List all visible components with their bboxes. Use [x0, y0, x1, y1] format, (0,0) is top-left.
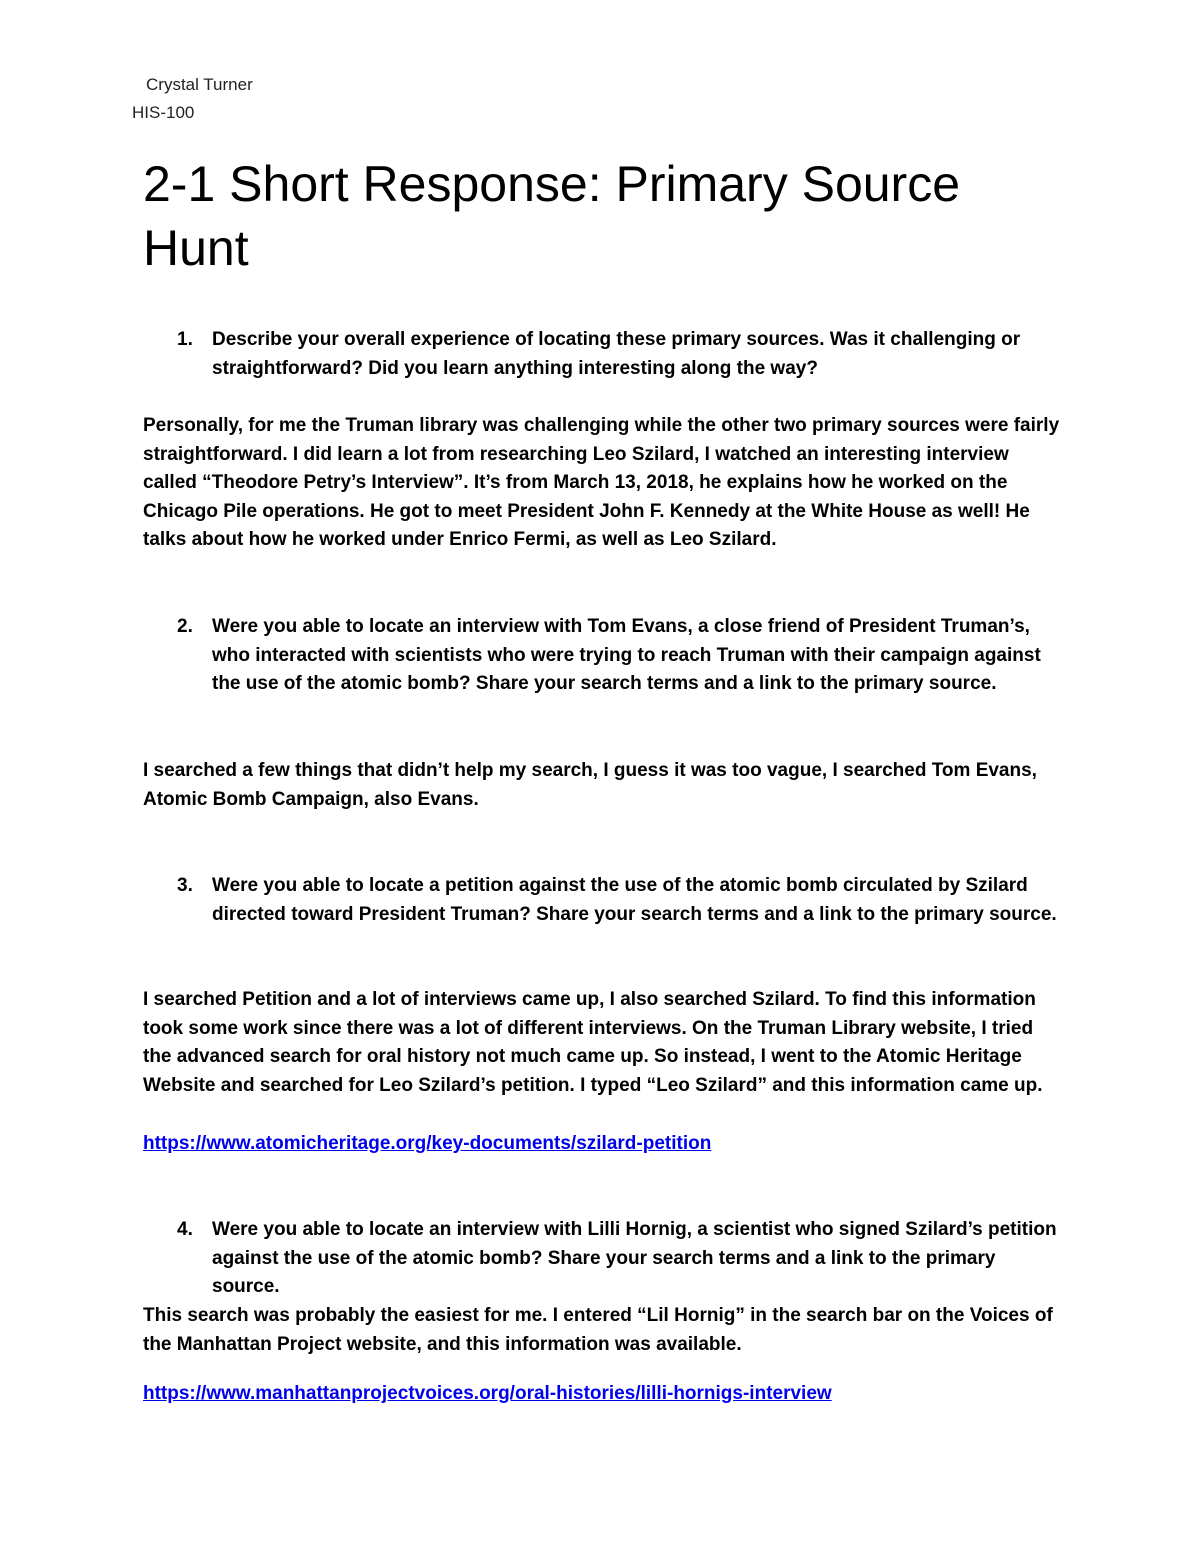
answer-2: I searched a few things that didn’t help my search, I guess it was too vague, I searched Tom Evans, Atomic Bomb Campaign, also Evans.	[143, 760, 1037, 810]
answer-3: I searched Petition and a lot of interviews came up, I also searched Szilard. To find this information took some work since there was a lot of different interviews. On the Truman Library website, I tried the advanced search for oral history not much came up. So instead, I went to the Atomic Heritage Website and searched for Leo Szilard’s petition. I typed “Leo Szilard” and this information came up.	[143, 989, 1043, 1096]
question-text: Describe your overall experience of locating these primary sources. Was it challenging or straightforward? Did you learn anything interesting along the way?	[212, 329, 1021, 379]
question-text: Were you able to locate an interview with Tom Evans, a close friend of President Truman’s, who interacted with scientists who were trying to reach Truman with their campaign against the use of the atomic bomb? Share your search terms and a link to the primary source.	[212, 616, 1041, 695]
question-number: 2.	[177, 616, 193, 637]
answer-4: This search was probably the easiest for me. I entered “Lil Hornig” in the search bar on the Voices of the Manhattan Project website, and this information was available.	[143, 1305, 1053, 1355]
question-1	[143, 326, 1063, 383]
question-number: 1.	[177, 329, 193, 350]
question-number: 4.	[177, 1219, 193, 1240]
question-number: 3.	[177, 875, 193, 896]
manhattan-project-voices-link[interactable]: https://www.manhattanprojectvoices.org/oral-histories/lilli-hornigs-interview	[143, 1383, 832, 1404]
question-2	[143, 613, 1063, 699]
answer-1: Personally, for me the Truman library was challenging while the other two primary sources were fairly straightforward. I did learn a lot from researching Leo Szilard, I watched an interesting interview called “Theodore Petry’s Interview”. It’s from March 13, 2018, he explains how he worked on the Chicago Pile operations. He got to meet President John F. Kennedy at the White House as well! He talks about how he worked under Enrico Fermi, as well as Leo Szilard.	[143, 415, 1060, 551]
atomic-heritage-link[interactable]: https://www.atomicheritage.org/key-documents/szilard-petition	[143, 1133, 712, 1154]
question-text: Were you able to locate a petition against the use of the atomic bomb circulated by Szilard directed toward President Truman? Share your search terms and a link to the primary source.	[212, 875, 1057, 925]
question-text: Were you able to locate an interview with Lilli Hornig, a scientist who signed Szilard’s petition against the use of the atomic bomb? Share your search terms and a link to the primary source.	[212, 1219, 1057, 1298]
author-name: Crystal Turner	[146, 75, 253, 94]
question-4	[143, 1216, 1063, 1302]
page-title: 2-1 Short Response: Primary Source Hunt	[143, 156, 961, 276]
course-code: HIS-100	[132, 103, 195, 122]
question-3	[143, 872, 1063, 929]
